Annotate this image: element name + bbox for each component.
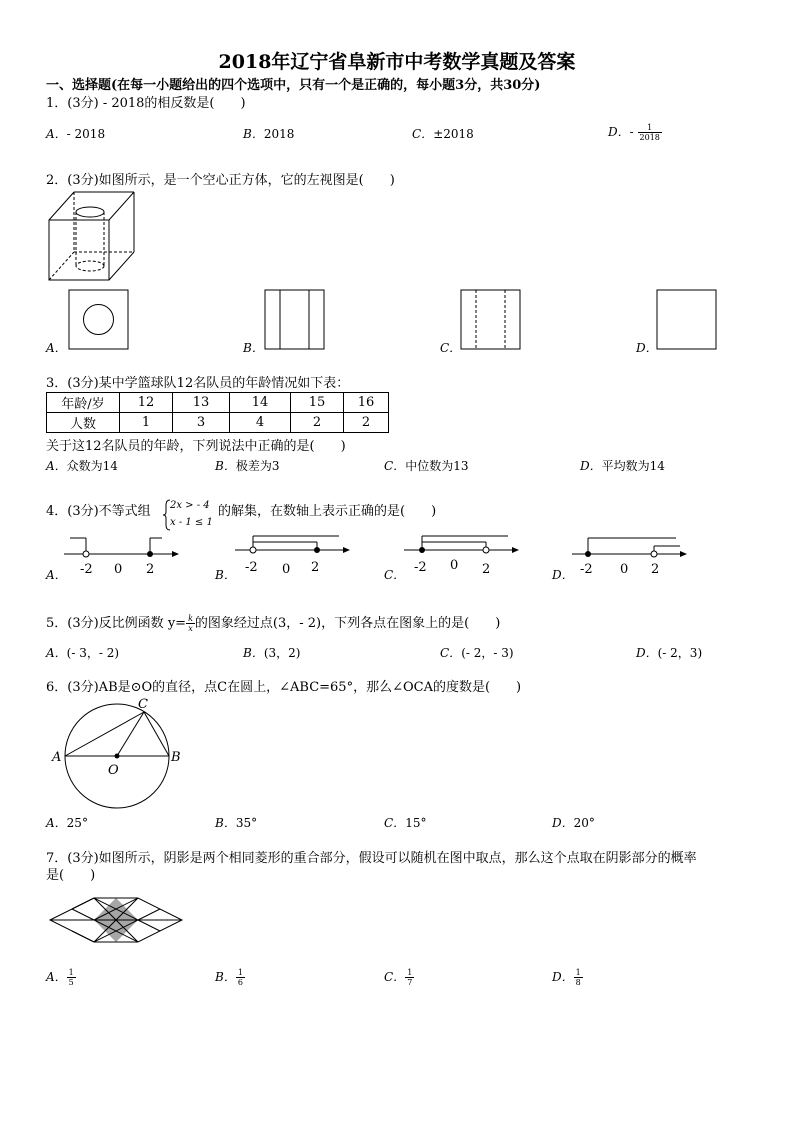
axis-label: -2 — [80, 562, 93, 577]
axis-label: 0 — [450, 558, 459, 573]
q5-stem-pre: 5．(3分)反比例函数 y= — [46, 616, 187, 631]
option-text: - — [629, 125, 634, 139]
q2-view-a — [68, 289, 130, 351]
q3-option-b[interactable] — [215, 458, 279, 474]
option-text: 中位数为13 — [405, 459, 469, 473]
axis-label: -2 — [414, 560, 427, 575]
option-label: B． — [215, 568, 236, 582]
q4-stem-post: 的解集，在数轴上表示正确的是( ) — [218, 504, 437, 519]
option-label: C． — [384, 970, 406, 984]
option-text: - 2018 — [66, 127, 106, 141]
table-cell: 16 — [344, 393, 389, 413]
axis-label: 2 — [311, 560, 320, 575]
axis-label: 0 — [282, 562, 291, 577]
q3-substem: 关于这12名队员的年龄，下列说法中正确的是( ) — [46, 439, 346, 454]
option-label: C． — [440, 341, 462, 355]
option-label: B． — [215, 816, 236, 830]
point-label-c: C — [138, 697, 148, 712]
axis-label: -2 — [245, 560, 258, 575]
option-label: C． — [384, 459, 406, 473]
q2-view-c — [460, 289, 522, 351]
point-label-a: A — [52, 750, 62, 765]
option-label: B． — [215, 970, 236, 984]
option-label: A． — [46, 127, 67, 141]
axis-label: 2 — [482, 562, 491, 577]
fraction: $\frac{1}{6}$ — [237, 968, 243, 987]
table-row — [47, 413, 389, 433]
table-cell: 15 — [291, 393, 344, 413]
option-text: 35° — [235, 816, 258, 830]
axis-label: -2 — [580, 562, 593, 577]
option-label: C． — [440, 646, 462, 660]
option-label: D． — [580, 459, 602, 473]
q2-option-c[interactable] — [440, 340, 461, 356]
q6-option-c[interactable] — [384, 815, 426, 831]
q3-option-d[interactable] — [580, 458, 665, 474]
circle-figure — [48, 696, 188, 808]
q6-option-b[interactable] — [215, 815, 257, 831]
inequality-line-2: x - 1 ≤ 1 — [170, 517, 213, 528]
option-label: B． — [243, 341, 264, 355]
option-label: C． — [412, 127, 434, 141]
fraction: $\frac{1}{5}$ — [68, 968, 74, 987]
option-label: D． — [552, 568, 574, 582]
option-label: C． — [384, 568, 406, 582]
option-label: D． — [608, 125, 630, 139]
q6-option-d[interactable] — [552, 815, 595, 831]
axis-label: 0 — [620, 562, 629, 577]
table-cell: 2 — [291, 413, 344, 433]
option-label: D． — [552, 816, 574, 830]
q5-stem-post: 的图象经过点(3，- 2)，下列各点在图象上的是( ) — [194, 616, 501, 631]
option-text: 20° — [573, 816, 595, 830]
q1-stem: 1．(3分) - 2018的相反数是( ) — [46, 96, 246, 111]
q5-option-a[interactable] — [46, 645, 119, 661]
fraction: $\frac{1}{7}$ — [407, 968, 413, 987]
option-label: C． — [384, 816, 406, 830]
q6-option-a[interactable] — [46, 815, 88, 831]
option-label: A． — [46, 970, 67, 984]
q5-option-b[interactable] — [243, 645, 300, 661]
option-label: B． — [243, 127, 264, 141]
q2-stem: 2．(3分)如图所示，是一个空心正方体，它的左视图是( ) — [46, 173, 395, 188]
table-cell: 4 — [230, 413, 291, 433]
q7-option-a[interactable] — [46, 968, 76, 987]
option-label: B． — [215, 459, 236, 473]
option-text: 极差为3 — [235, 459, 280, 473]
q7-stem-line-1: 7．(3分)如图所示，阴影是两个相同菱形的重合部分，假设可以随机在图中取点，那么这个点取在阴影部分的概率 — [46, 851, 697, 866]
q1-option-c[interactable] — [412, 126, 474, 142]
table-cell: 2 — [344, 413, 389, 433]
q5-stem — [46, 614, 500, 633]
point-label-b: B — [171, 750, 181, 765]
q7-option-d[interactable] — [552, 968, 583, 987]
table-cell: 13 — [173, 393, 230, 413]
table-row — [47, 393, 389, 413]
option-text: (- 2，- 3) — [461, 646, 514, 660]
table-cell: 12 — [120, 393, 173, 413]
q6-stem: 6．(3分)AB是⊙O的直径，点C在圆上，∠ABC=65°，那么∠OCA的度数是( ) — [46, 680, 522, 695]
axis-label: 2 — [651, 562, 660, 577]
axis-label: 2 — [146, 562, 155, 577]
q2-view-b — [264, 289, 326, 351]
option-label: A． — [46, 568, 67, 582]
q1-option-a[interactable] — [46, 126, 105, 142]
fraction: $\frac{k}{x}$ — [188, 614, 193, 633]
option-label: D． — [552, 970, 574, 984]
option-text: (- 2，3) — [657, 646, 703, 660]
q2-option-b[interactable] — [243, 340, 264, 356]
section-heading: 一、选择题(在每一小题给出的四个选项中，只有一个是正确的，每小题3分，共30分) — [46, 78, 541, 93]
age-table — [46, 392, 389, 433]
option-text: 众数为14 — [66, 459, 118, 473]
option-text: (- 3，- 2) — [66, 646, 120, 660]
option-label: B． — [243, 646, 264, 660]
q4-stem-pre: 4．(3分)不等式组 — [46, 504, 151, 519]
table-cell: 年龄/岁 — [47, 393, 120, 413]
q7-option-c[interactable] — [384, 968, 414, 987]
option-label: A． — [46, 459, 67, 473]
option-label: D． — [636, 341, 658, 355]
option-text: (3，2) — [263, 646, 301, 660]
q7-option-b[interactable] — [215, 968, 245, 987]
axis-label: 0 — [114, 562, 123, 577]
q3-stem: 3．(3分)某中学篮球队12名队员的年龄情况如下表： — [46, 376, 350, 391]
fraction: $\frac{1}{2018}$ — [639, 123, 660, 142]
q1-option-b[interactable] — [243, 126, 294, 142]
option-label: A． — [46, 341, 67, 355]
option-label: D． — [636, 646, 658, 660]
rhombus-figure — [48, 886, 184, 956]
option-text: 2018 — [263, 127, 295, 141]
table-cell: 1 — [120, 413, 173, 433]
option-text: 15° — [405, 816, 427, 830]
option-label: A． — [46, 816, 67, 830]
q2-option-a[interactable] — [46, 340, 67, 356]
option-text: ±2018 — [433, 127, 474, 141]
option-text: 平均数为14 — [601, 459, 665, 473]
q3-option-c[interactable] — [384, 458, 468, 474]
q5-option-c[interactable] — [440, 645, 514, 661]
table-cell: 14 — [230, 393, 291, 413]
table-cell: 3 — [173, 413, 230, 433]
fraction: $\frac{1}{8}$ — [575, 968, 581, 987]
q3-option-a[interactable] — [46, 458, 118, 474]
option-label: A． — [46, 646, 67, 660]
q2-view-d — [656, 289, 718, 351]
option-text: 25° — [66, 816, 88, 830]
inequality-line-1: 2x > - 4 — [170, 500, 210, 511]
hollow-cube-figure — [46, 188, 138, 284]
q1-option-d[interactable] — [608, 123, 662, 142]
q5-option-d[interactable] — [636, 645, 702, 661]
point-label-o: O — [108, 763, 119, 778]
table-cell: 人数 — [47, 413, 120, 433]
q2-option-d[interactable] — [636, 340, 658, 356]
q7-stem-line-2: 是( ) — [46, 868, 96, 883]
page-title: 2018年辽宁省阜新市中考数学真题及答案 — [218, 51, 576, 73]
